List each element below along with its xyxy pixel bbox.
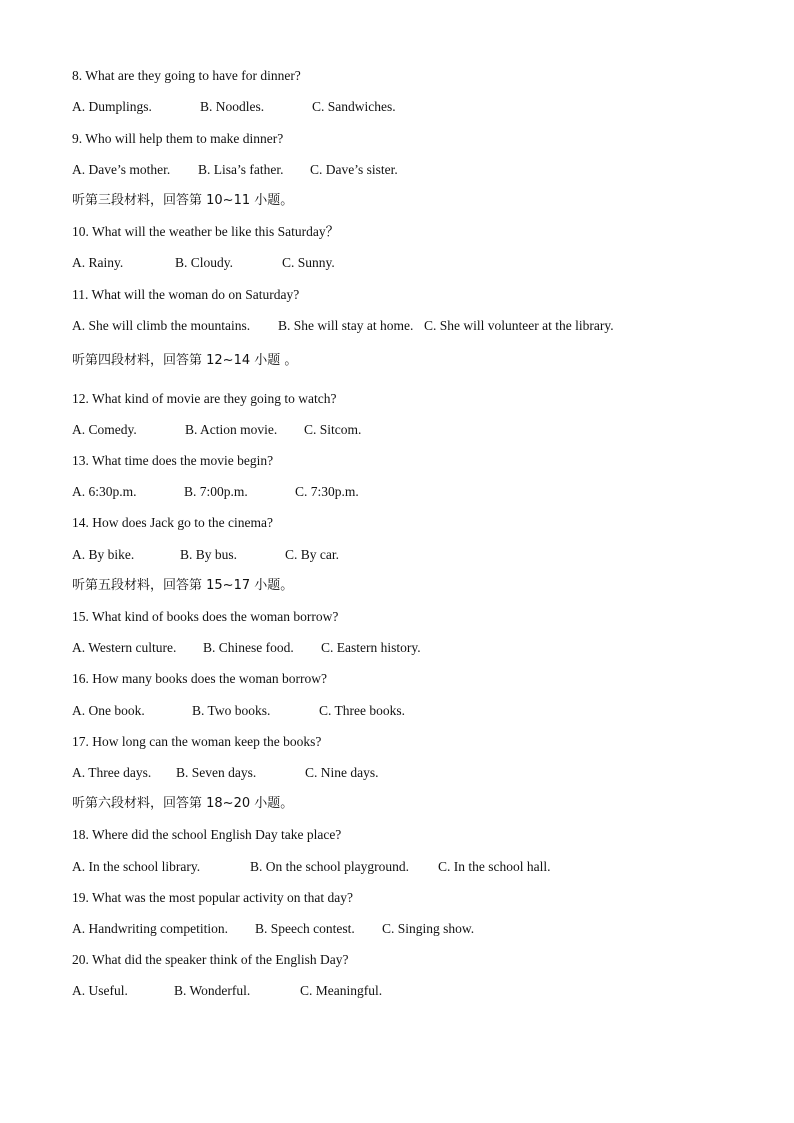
- option-11-a: A. She will climb the mountains.: [72, 318, 251, 333]
- option-15-a: A. Western culture.: [72, 640, 177, 655]
- question-number-dot: .: [85, 391, 93, 406]
- option-15-b: B. Chinese food.: [203, 640, 294, 655]
- question-13: [72, 452, 273, 470]
- question-number: 18: [72, 827, 86, 842]
- question-text: What was the most popular activity on that day?: [92, 890, 353, 905]
- question-number: 11: [72, 287, 85, 302]
- option-12-a: A. Comedy.: [72, 422, 137, 437]
- question-text: What time does the movie begin?: [92, 453, 274, 468]
- question-number: 8: [72, 68, 79, 83]
- option-11-c: C. She will volunteer at the library.: [424, 318, 614, 333]
- question-number-dot: .: [85, 224, 93, 239]
- question-20: [72, 951, 348, 969]
- question-text: What are they going to have for dinner?: [85, 68, 301, 83]
- section-heading: 听第五段材料，回答第 15~17 小题。: [72, 578, 294, 593]
- option-9-a: A. Dave’s mother.: [72, 162, 171, 177]
- question-18: [72, 826, 341, 844]
- option-8-c: C. Sandwiches.: [312, 99, 396, 114]
- question-11: [72, 286, 299, 304]
- question-text: How many books does the woman borrow?: [92, 671, 327, 686]
- question-number-dot: .: [78, 131, 86, 146]
- question-number-dot: .: [85, 952, 93, 967]
- question-text: What kind of books does the woman borrow?: [92, 609, 339, 624]
- option-19-a: A. Handwriting competition.: [72, 921, 228, 936]
- option-20-c: C. Meaningful.: [300, 983, 383, 998]
- option-10-c: C. Sunny.: [282, 255, 335, 270]
- question-number: 20: [72, 952, 86, 967]
- question-number-dot: .: [85, 827, 93, 842]
- option-19-c: C. Singing show.: [382, 921, 475, 936]
- option-14-c: C. By car.: [285, 547, 339, 562]
- question-number-dot: .: [85, 609, 93, 624]
- question-number: 10: [72, 224, 86, 239]
- question-number: 16: [72, 671, 86, 686]
- question-number-dot: .: [85, 287, 92, 302]
- option-14-b: B. By bus.: [180, 547, 238, 562]
- question-number: 17: [72, 734, 86, 749]
- option-11-b: B. She will stay at home.: [278, 318, 414, 333]
- question-text: What will the woman do on Saturday?: [91, 287, 300, 302]
- question-number: 9: [72, 131, 79, 146]
- option-18-b: B. On the school playground.: [250, 859, 409, 874]
- question-number: 19: [72, 890, 86, 905]
- option-8-b: B. Noodles.: [200, 99, 265, 114]
- option-10-b: B. Cloudy.: [175, 255, 234, 270]
- question-number: 13: [72, 453, 86, 468]
- option-16-b: B. Two books.: [192, 703, 271, 718]
- question-number-dot: .: [78, 68, 86, 83]
- section-heading: 听第三段材料，回答第 10~11 小题。: [72, 193, 294, 208]
- option-17-c: C. Nine days.: [305, 765, 379, 780]
- option-17-a: A. Three days.: [72, 765, 152, 780]
- option-13-a: A. 6:30p.m.: [72, 484, 137, 499]
- question-16: [72, 670, 327, 688]
- option-20-b: B. Wonderful.: [174, 983, 251, 998]
- section-heading: 听第四段材料，回答第 12~14 小题 。: [72, 353, 298, 368]
- question-15: [72, 608, 338, 626]
- option-8-a: A. Dumplings.: [72, 99, 152, 114]
- question-text: Where did the school English Day take place?: [92, 827, 342, 842]
- question-number-dot: .: [85, 453, 93, 468]
- option-20-a: A. Useful.: [72, 983, 128, 998]
- option-15-c: C. Eastern history.: [321, 640, 421, 655]
- option-18-a: A. In the school library.: [72, 859, 201, 874]
- question-text: What kind of movie are they going to watch?: [92, 391, 337, 406]
- question-14: [72, 514, 273, 532]
- question-number-dot: .: [85, 890, 93, 905]
- question-8: [72, 67, 301, 85]
- question-number-dot: .: [85, 734, 93, 749]
- option-10-a: A. Rainy.: [72, 255, 124, 270]
- question-text: How does Jack go to the cinema?: [92, 515, 273, 530]
- option-14-a: A. By bike.: [72, 547, 135, 562]
- question-19: [72, 889, 353, 907]
- option-12-c: C. Sitcom.: [304, 422, 362, 437]
- question-text: What did the speaker think of the English Day?: [92, 952, 349, 967]
- option-18-c: C. In the school hall.: [438, 859, 551, 874]
- option-9-b: B. Lisa’s father.: [198, 162, 284, 177]
- option-13-b: B. 7:00p.m.: [184, 484, 248, 499]
- question-number: 14: [72, 515, 86, 530]
- option-16-c: C. Three books.: [319, 703, 405, 718]
- section-heading: 听第六段材料，回答第 18~20 小题。: [72, 796, 294, 811]
- question-9: [72, 130, 283, 148]
- question-17: [72, 733, 321, 751]
- question-number: 12: [72, 391, 86, 406]
- option-13-c: C. 7:30p.m.: [295, 484, 359, 499]
- option-9-c: C. Dave’s sister.: [310, 162, 398, 177]
- question-text: What will the weather be like this Saturday？: [92, 224, 340, 239]
- question-number: 15: [72, 609, 86, 624]
- question-number-dot: .: [85, 515, 93, 530]
- option-16-a: A. One book.: [72, 703, 145, 718]
- question-number-dot: .: [85, 671, 93, 686]
- option-17-b: B. Seven days.: [176, 765, 257, 780]
- question-text: How long can the woman keep the books?: [92, 734, 322, 749]
- option-19-b: B. Speech contest.: [255, 921, 355, 936]
- question-text: Who will help them to make dinner?: [85, 131, 284, 146]
- question-10: [72, 223, 339, 241]
- option-12-b: B. Action movie.: [185, 422, 278, 437]
- question-12: [72, 390, 336, 408]
